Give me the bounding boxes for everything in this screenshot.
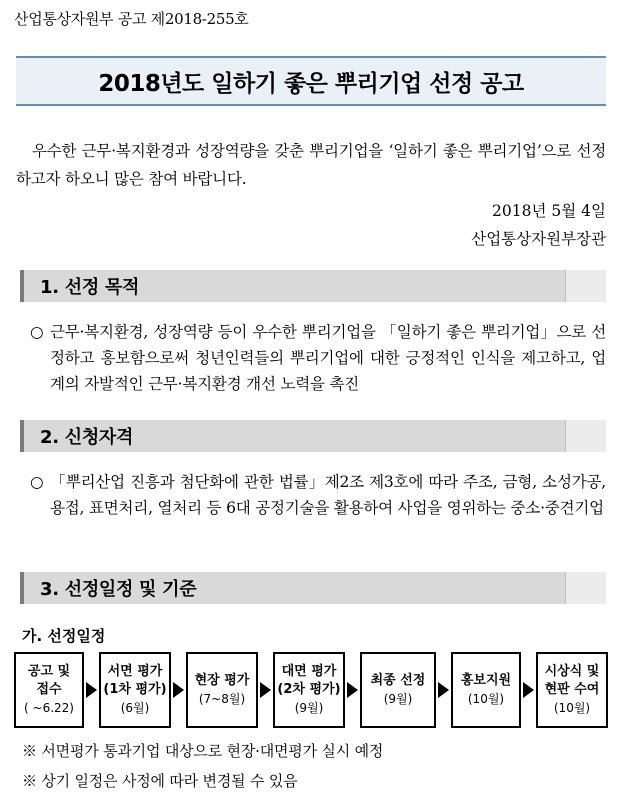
heading-decoration <box>565 420 606 452</box>
step-title: 최종 선정 <box>370 673 426 688</box>
step-subtitle: (1차 평가) <box>103 682 167 697</box>
step-title: 홍보지원 <box>460 673 512 688</box>
purpose-bullet <box>30 319 606 397</box>
step-box <box>273 652 345 728</box>
arrow-right-icon <box>260 682 271 698</box>
eligibility-bullet <box>30 469 606 521</box>
step-box <box>99 652 171 728</box>
step-period: ( ~6.22) <box>24 701 74 715</box>
step-box <box>186 652 258 728</box>
step-period: (7~8월) <box>198 692 246 706</box>
heading-decoration <box>565 572 606 604</box>
arrow-right-icon <box>86 682 97 698</box>
eligibility-text: 「뿌리산업 진흥과 첨단화에 관한 법률」제2조 제3호에 따라 주조, 금형, 소성가공, 용접, 표면처리, 열처리 등 6대 공정기술을 활용하여 사업을 영위하는 중소·중견기업 <box>50 473 606 517</box>
step-subtitle: 현판 수여 <box>544 682 600 697</box>
section-heading-eligibility <box>20 420 606 452</box>
arrow-right-icon <box>173 682 184 698</box>
arrow-right-icon <box>523 682 534 698</box>
announcement-date: 2018년 5월 4일 <box>492 202 606 220</box>
section-title: 1. 선정 목적 <box>40 277 140 298</box>
step-title: 대면 평가 <box>281 664 337 679</box>
section-title: 2. 신청자격 <box>40 427 134 448</box>
step-box <box>451 652 521 728</box>
notice-number: 산업통상자원부 공고 제2018-255호 <box>14 10 249 28</box>
section-heading-purpose <box>20 270 606 302</box>
arrow-right-icon <box>347 682 358 698</box>
step-box <box>360 652 436 728</box>
note-item: ※ 상기 일정은 사정에 따라 변경될 수 있음 <box>22 772 298 790</box>
step-title: 시상식 및 <box>544 664 600 679</box>
step-period: (9월) <box>294 701 324 715</box>
step-box <box>14 652 84 728</box>
heading-decoration <box>565 270 606 302</box>
step-period: (10월) <box>553 701 591 715</box>
step-box <box>536 652 608 728</box>
bullet-circle-icon: ○ <box>30 323 44 341</box>
title-banner <box>16 56 606 106</box>
step-period: (6월) <box>120 701 150 715</box>
step-title: 현장 평가 <box>194 673 250 688</box>
step-subtitle: 접수 <box>36 682 62 697</box>
page-title: 2018년도 일하기 좋은 뿌리기업 선정 공고 <box>98 70 524 97</box>
arrow-right-icon <box>438 682 449 698</box>
purpose-text: 근무·복지환경, 성장역량 등이 우수한 뿌리기업을 「일하기 좋은 뿌리기업」으로 선정하고 홍보함으로써 청년인력들의 뿌리기업에 대한 긍정적인 인식을 제고하고, 업계의 자발적인 근무·복지환경 개선 노력을 촉진 <box>50 323 606 393</box>
step-title: 서면 평가 <box>107 664 163 679</box>
step-period: (9월) <box>383 692 413 706</box>
section-title: 3. 선정일정 및 기준 <box>40 579 197 600</box>
step-title: 공고 및 <box>27 664 71 679</box>
intro-paragraph: 우수한 근무·복지환경과 성장역량을 갖춘 뿌리기업을 ‘일하기 좋은 뿌리기업’으로 선정하고자 하오니 많은 참여 바랍니다. <box>16 142 606 188</box>
schedule-flow <box>14 652 608 728</box>
note-item: ※ 서면평가 통과기업 대상으로 현장·대면평가 실시 예정 <box>22 742 384 760</box>
issuer: 산업통상자원부장관 <box>471 230 606 248</box>
step-subtitle: (2차 평가) <box>277 682 341 697</box>
section-heading-schedule <box>20 572 606 604</box>
bullet-circle-icon: ○ <box>30 473 44 491</box>
schedule-subtitle: 가. 선정일정 <box>22 627 106 645</box>
step-period: (10월) <box>467 692 505 706</box>
